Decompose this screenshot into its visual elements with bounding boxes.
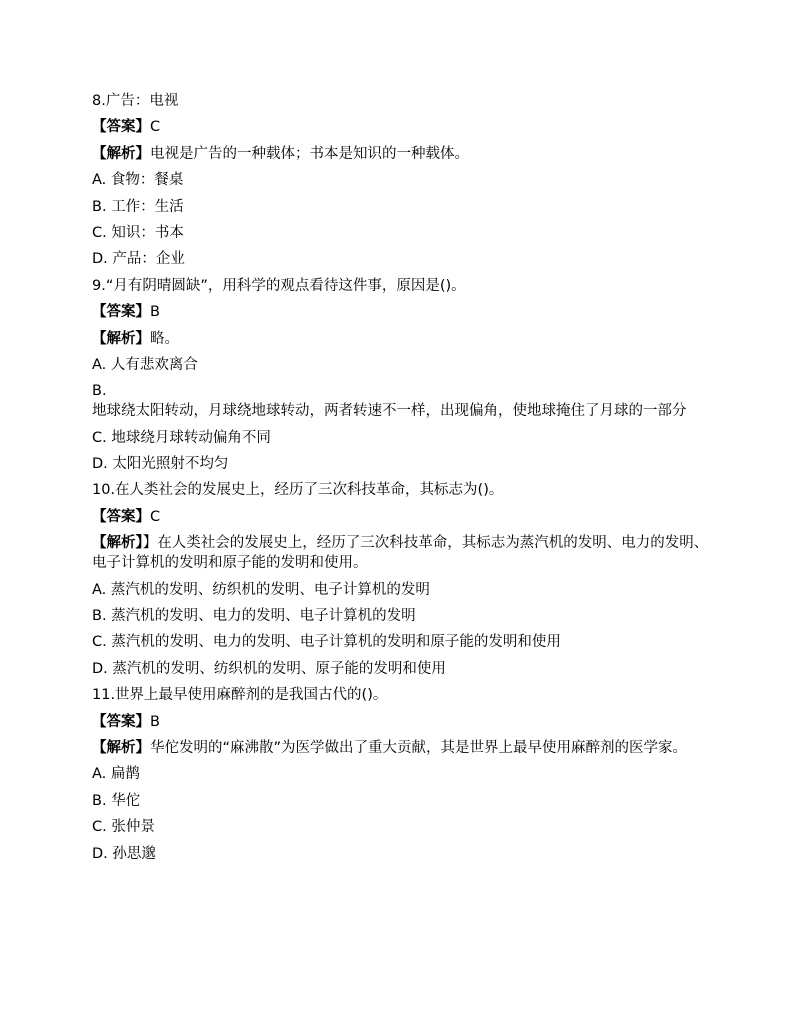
answer-label: 【答案】 bbox=[92, 508, 150, 525]
analysis-label: 【解析】 bbox=[92, 145, 150, 162]
option-c: C. 地球绕月球转动偏角不同 bbox=[92, 429, 271, 446]
answer-line bbox=[92, 302, 712, 322]
question-stem: 10.在人类社会的发展史上，经历了三次科技革命，其标志为()。 bbox=[92, 482, 504, 499]
option-b-text: 地球绕太阳转动，月球绕地球转动，两者转速不一样，出现偏角，使地球掩住了月球的一部分 bbox=[92, 403, 687, 420]
analysis-label: 【解析】 bbox=[92, 739, 150, 756]
option-d: D. 太阳光照射不均匀 bbox=[92, 456, 229, 473]
analysis-line bbox=[92, 329, 712, 349]
question-stem: 9.“月有阴晴圆缺”，用科学的观点看待这件事，原因是()。 bbox=[92, 277, 466, 294]
option-b-label: B. bbox=[92, 383, 107, 400]
analysis-label: 【解析】 bbox=[92, 535, 143, 552]
option-a: A. 食物：餐桌 bbox=[92, 172, 184, 189]
option-b: B. 工作：生活 bbox=[92, 198, 184, 215]
answer-value: C bbox=[150, 119, 161, 136]
answer-value: C bbox=[150, 508, 161, 525]
analysis-text: 略。 bbox=[150, 330, 179, 347]
analysis-line bbox=[92, 533, 712, 573]
answer-line bbox=[92, 712, 712, 732]
option-b: B. 蒸汽机的发明、电力的发明、电子计算机的发明 bbox=[92, 608, 416, 625]
answer-line bbox=[92, 117, 712, 137]
answer-line bbox=[92, 507, 712, 527]
option-d: D. 孙思邈 bbox=[92, 845, 156, 862]
option-b: B. 华佗 bbox=[92, 792, 141, 809]
option-a: A. 扁鹊 bbox=[92, 766, 140, 783]
option-d: D. 产品：企业 bbox=[92, 251, 185, 268]
analysis-line bbox=[92, 738, 712, 758]
answer-value: B bbox=[150, 713, 160, 730]
analysis-line bbox=[92, 144, 712, 164]
question-stem: 11.世界上最早使用麻醉剂的是我国古代的()。 bbox=[92, 687, 388, 704]
option-a: A. 蒸汽机的发明、纺织机的发明、电子计算机的发明 bbox=[92, 581, 430, 598]
analysis-label: 【解析】 bbox=[92, 330, 150, 347]
option-d: D. 蒸汽机的发明、纺织机的发明、原子能的发明和使用 bbox=[92, 660, 446, 677]
option-c: C. 蒸汽机的发明、电力的发明、电子计算机的发明和原子能的发明和使用 bbox=[92, 634, 561, 651]
question-stem: 8.广告：电视 bbox=[92, 93, 179, 109]
option-c: C. 张仲景 bbox=[92, 819, 155, 836]
option-a: A. 人有悲欢离合 bbox=[92, 356, 198, 373]
analysis-text: 电视是广告的一种载体；书本是知识的一种载体。 bbox=[150, 145, 469, 162]
answer-value: B bbox=[150, 304, 160, 321]
document-page bbox=[92, 91, 712, 870]
option-c: C. 知识：书本 bbox=[92, 224, 184, 241]
analysis-text: 】在人类社会的发展史上，经历了三次科技革命，其标志为蒸汽机的发明、电力的发明、电子计算机的发明和原子能的发明和使用。 bbox=[92, 535, 709, 572]
answer-label: 【答案】 bbox=[92, 304, 150, 321]
answer-label: 【答案】 bbox=[92, 119, 150, 136]
analysis-text: 华佗发明的“麻沸散”为医学做出了重大贡献，其是世界上最早使用麻醉剂的医学家。 bbox=[150, 739, 688, 756]
answer-label: 【答案】 bbox=[92, 713, 150, 730]
